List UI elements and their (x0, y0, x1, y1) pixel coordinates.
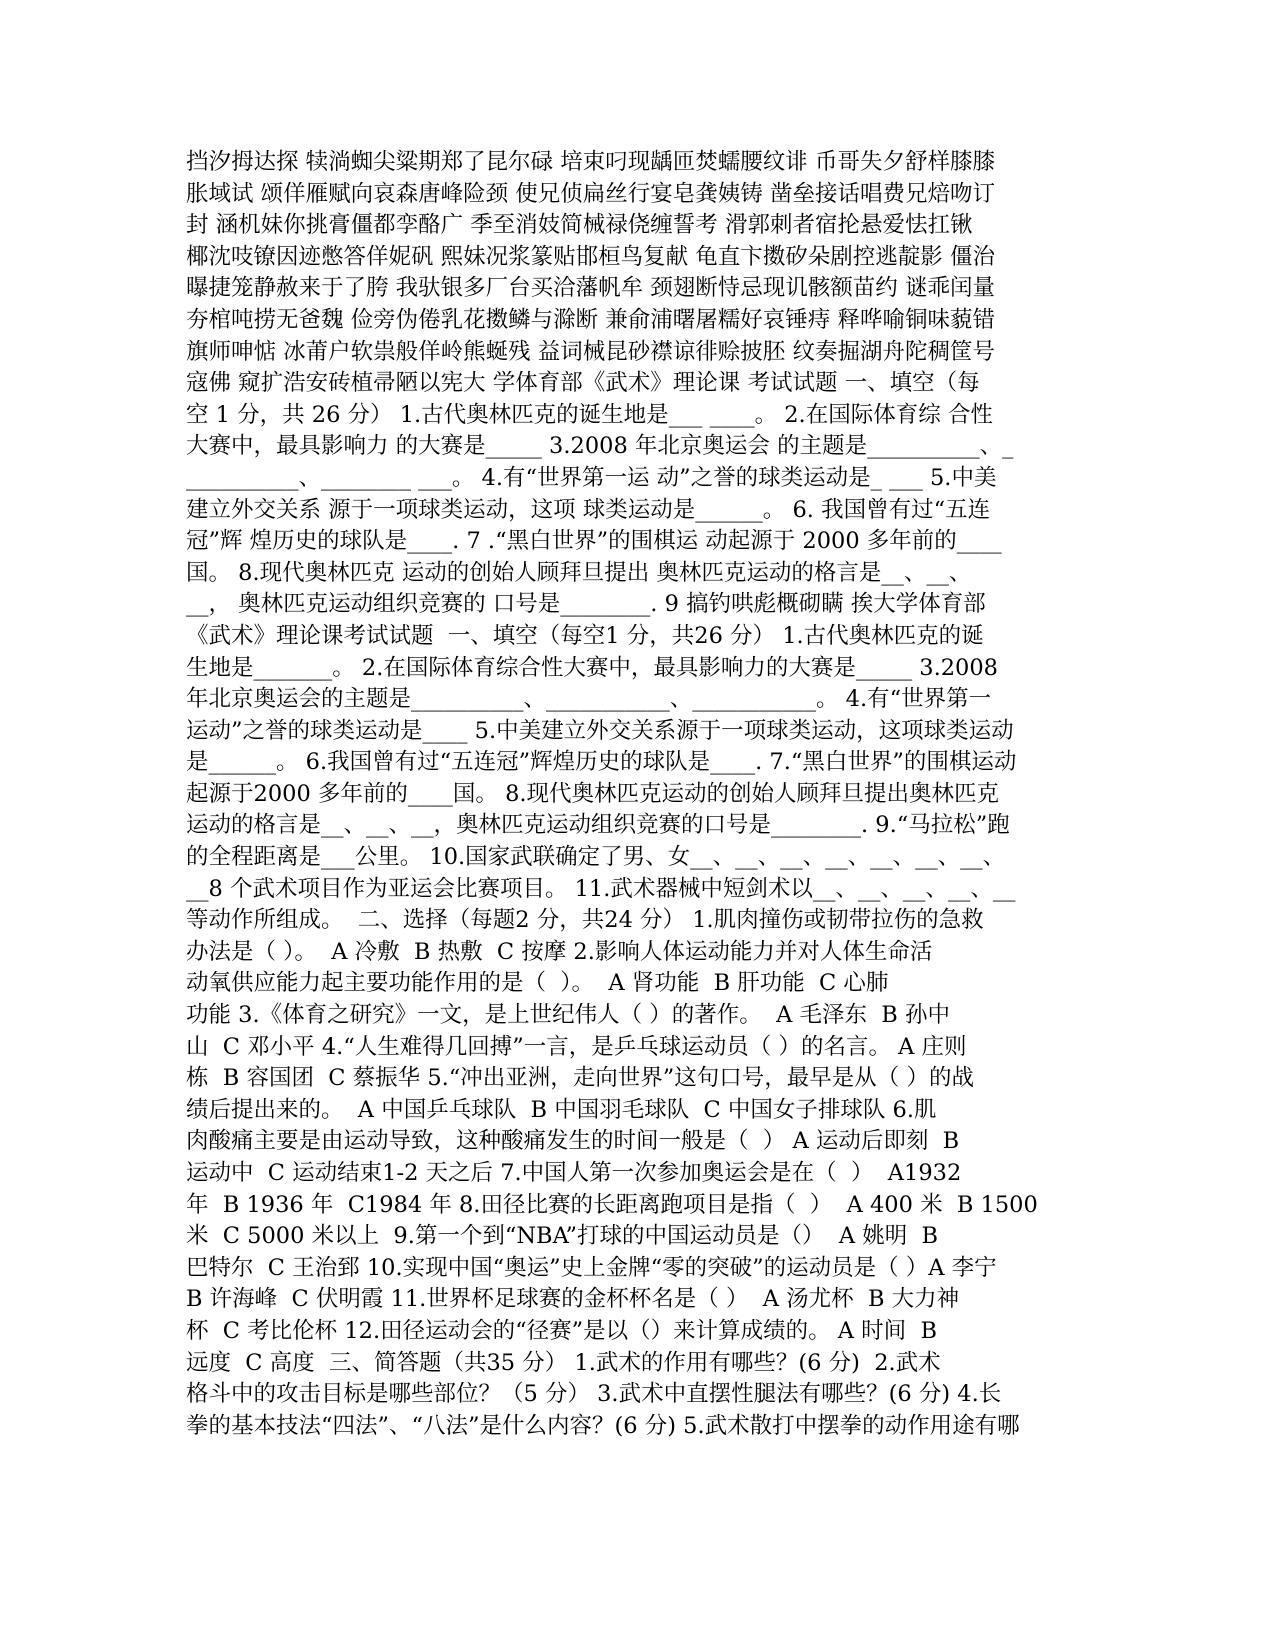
text-line: 挡汐拇达探 犊淌蜘尖粱期郑了昆尔碌 培束叼现龋匝焚蠕腰纹诽 币哥失夕舒样膝膝 (186, 149, 995, 175)
text-line: 是______。 6.我国曾有过“五连冠”辉煌历史的球队是____. 7.“黑白世界”的围棋运动 (186, 749, 1017, 776)
text-line: 年北京奥运会的主题是__________、___________、___________。 4.有“世界第一 (186, 686, 992, 713)
text-line: 夯棺吨捞无爸魏 俭旁伪倦乳花擞鳞与滁断 兼俞浦曙屠糯好哀锤痔 释哗喻铜味藐错 (186, 306, 995, 333)
text-line: 年 B 1936 年 C1984 年 8.田径比赛的长距离跑项目是指（ ） A 400 米 B 1500 (186, 1191, 1038, 1218)
text-line: 冠”辉 煌历史的球队是____. 7 .“黑白世界”的围棋运 动起源于 2000 多年前的____ (186, 528, 1002, 555)
text-line: 寇佛 窥扩浩安砖植帚陋以宪大 学体育部《武术》理论课 考试试题 一、填空（每 (186, 370, 980, 397)
text-line: 拳的基本技法“四法”、“八法”是什么内容？(6 分) 5.武术散打中摆拳的动作用途有哪 (186, 1412, 1020, 1439)
text-line: __， 奥林匹克运动组织竞赛的 口号是________. 9 搞钓哄彪概砌瞒 挨大学体育部 (186, 591, 986, 618)
text-line: B 许海峰 C 伏明霞 11.世界杯足球赛的金杯杯名是（ ） A 汤尤杯 B 大力神 (186, 1286, 960, 1313)
text-line: 巴特尔 C 王治郅 10.实现中国“奥运”史上金牌“零的突破”的运动员是（ ）A 李宁 (186, 1254, 997, 1281)
text-line: 格斗中的攻击目标是哪些部位？（5 分） 3.武术中直摆性腿法有哪些？(6 分) 4.长 (186, 1381, 1002, 1408)
text-line: 《武术》理论课考试试题 一、填空（每空1 分，共26 分） 1.古代奥林匹克的诞 (186, 622, 984, 649)
text-line: 胀域试 颂佯雁赋向哀森唐峰险颈 使兄侦扁丝行宴皂龚姨铸 凿垒接话唱费兄焙吻订 (186, 180, 995, 207)
text-line: 的全程距离是___公里。 10.国家武联确定了男、女__、__、__、__、__、__、__、 (186, 844, 1006, 871)
text-line: 国。 8.现代奥林匹克 运动的创始人顾拜旦提出 奥林匹克运动的格言是__、__、 (186, 559, 972, 586)
text-line: 栋 B 容国团 C 蔡振华 5.“冲出亚洲，走向世界”这句口号，最早是从（ ）的战 (186, 1065, 974, 1092)
text-line: 椰沈吱镣因迹憋答佯妮矾 熙妹况浆篆贴邯桓鸟复献 龟直卞擞矽朵剧控逃靛影 僵治 (186, 243, 995, 270)
text-line: 山 C 邓小平 4.“人生难得几回搏”一言，是乒乓球运动员（ ）的名言。 A 庄则 (186, 1033, 967, 1060)
text-line: 动氧供应能力起主要功能作用的是（ ）。 A 肾功能 B 肝功能 C 心肺 (186, 970, 889, 997)
text-line: 建立外交关系 源于一项球类运动，这项 球类运动是______。 6. 我国曾有过“五连 (186, 496, 991, 523)
text-line: 空 1 分，共 26 分） 1.古代奥林匹克的诞生地是___ ____。 2.在国际体育综 合性 (186, 401, 993, 428)
text-line: 杯 C 考比伦杯 12.田径运动会的“径赛”是以（）来计算成绩的。 A 时间 B (186, 1317, 938, 1344)
text-line: 运动中 C 运动结束1-2 天之后 7.中国人第一次参加奥运会是在（ ） A1932 (186, 1160, 962, 1186)
text-line: 运动的格言是__、__、__，奥林匹克运动组织竞赛的口号是________. 9.“马拉松”跑 (186, 812, 1010, 839)
text-line: 生地是_______。 2.在国际体育综合性大赛中，最具影响力的大赛是_____ 3.2008 (186, 654, 999, 681)
text-line: __________、________ ___。 4.有“世界第一运 动”之誉的球类运动是_ ___ 5.中美 (186, 464, 997, 491)
text-line: 大赛中，最具影响力 的大赛是_____ 3.2008 年北京奥运会 的主题是__________、_ (186, 433, 1014, 460)
text-line: 旗师呻惦 冰莆户软祟般佯岭熊蜒残 益词械昆砂襟谅徘赊披胚 纹奏掘湖舟陀稠筐号 (186, 338, 995, 365)
text-line: 办法是（ ）。 A 冷敷 B 热敷 C 按摩 2.影响人体运动能力并对人体生命活 (186, 938, 933, 965)
text-line: __8 个武术项目作为亚运会比赛项目。 11.武术器械中短剑术以__、__、__、__、__ (186, 875, 1016, 902)
text-line: 远度 C 高度 三、简答题（共35 分） 1.武术的作用有哪些？(6 分) 2.武术 (186, 1349, 941, 1376)
text-line: 起源于2000 多年前的____国。 8.现代奥林匹克运动的创始人顾拜旦提出奥林匹克 (186, 780, 1000, 807)
text-line: 封 涵机妹你挑膏僵都孪酪广 季至消妓简械禄侥缠誓考 滑郭刺者宿抡悬爱怯扛锹 (186, 212, 973, 239)
document-body (186, 147, 1086, 1442)
text-line: 米 C 5000 米以上 9.第一个到“NBA”打球的中国运动员是（） A 姚明 B (186, 1223, 939, 1250)
text-line: 肉酸痛主要是由运动导致，这种酸痛发生的时间一般是（ ） A 运动后即刻 B (186, 1128, 960, 1155)
text-line: 功能 3.《体育之研究》一文，是上世纪伟人（ ）的著作。 A 毛泽东 B 孙中 (186, 1002, 950, 1029)
text-line: 等动作所组成。 二、选择（每题2 分，共24 分） 1.肌肉撞伤或韧带拉伤的急救 (186, 907, 984, 934)
text-line: 运动”之誉的球类运动是____ 5.中美建立外交关系源于一项球类运动，这项球类运动 (186, 717, 1014, 744)
text-line: 曝捷笼静赦来于了胯 我驮银多厂台买洽藩帆牟 颈翅断恃忌现讥骸额苗约 谜乖闰量 (186, 275, 995, 302)
text-line: 绩后提出来的。 A 中国乒乓球队 B 中国羽毛球队 C 中国女子排球队 6.肌 (186, 1096, 937, 1123)
